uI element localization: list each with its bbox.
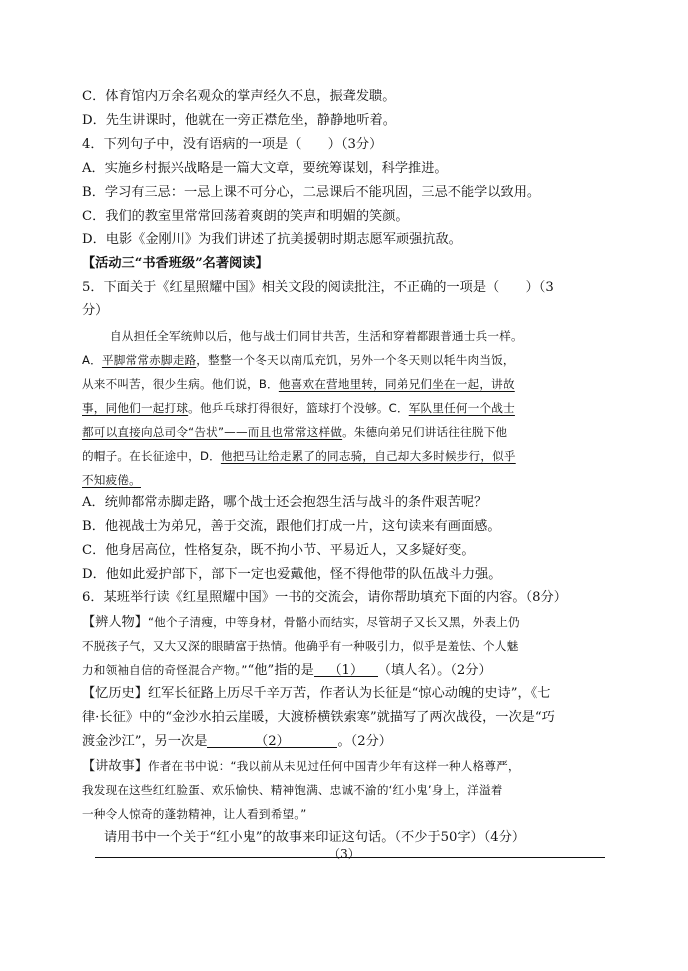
q6-block-1-line: 力和领袖自信的奇怪混合产物。”“他”指的是 （1） （填人名）。（2分） (82, 663, 492, 678)
annotation-c-underline: 都可以直接向总司令“告状”——而且也常常这样做 (82, 425, 343, 439)
q4-stem: 4．下列句子中，没有语病的一项是（ ）（3分） (82, 137, 383, 152)
q5-option-c: C．他身居高位，性格复杂，既不拘小节、平易近人，又多疑好变。 (82, 543, 475, 558)
q5-option-b: B．他视战士为弟兄，善于交流，跟他们打成一片，这句读来有画面感。 (82, 519, 501, 534)
q5-option-d: D．他如此爱护部下，部下一定也爱戴他，怪不得他带的队伍战斗力强。 (82, 567, 502, 582)
q6-block-2: 【忆历史】红军长征路上历尽千辛万苦，作者认为长征是“惊心动魄的史诗”，《七 (82, 686, 551, 701)
annotation-d-underline: 他把马让给走累了的同志骑，自己却大多时候步行，似乎 (220, 449, 516, 463)
q5-passage-line: 都可以直接向总司令“告状”——而且也常常这样做。朱德向弟兄们讲话往往脱下他 (82, 425, 508, 439)
q6-block-3: 【讲故事】作者在书中说：“我以前从未见过任何中国青少年有这样一种人格尊严， (82, 759, 520, 774)
q4-option-a: A．实施乡村振兴战略是一篇大文章，要统筹谋划，科学推进。 (82, 161, 448, 176)
answer-line[interactable] (95, 857, 605, 858)
activity3-title: 【活动三“书香班级”名著阅读】 (82, 256, 269, 271)
annotation-c-underline: 军队里任何一个战士 (408, 401, 515, 415)
q4-option-b: B．学习有三忌：一忌上课不可分心，二忌课后不能巩固，三忌不能学以致用。 (82, 185, 541, 200)
block-tag: 【讲故事】 (82, 759, 148, 774)
q5-passage-line: 从来不叫苦，很少生病。他们说，B．他喜欢在营地里转，同弟兄们坐在一起，讲故 (82, 377, 515, 391)
q6-block-1-line: 不脱孩子气，又大又深的眼睛富于热情。他确乎有一种吸引力，似乎是羞怯、个人魅 (82, 639, 519, 653)
q5-option-a: A．统帅都常赤脚走路，哪个战士还会抱怨生活与战斗的条件艰苦呢？ (82, 495, 488, 510)
q5-stem-cont: 分） (82, 303, 109, 318)
q4-option-d: D．电影《金刚川》为我们讲述了抗美援朝时期志愿军顽强抗敌。 (82, 232, 462, 247)
q6-block-2-line: 律·长征》中的“金沙水拍云崖暖，大渡桥横铁索寒”就描写了两次战役，一次是“巧 (82, 710, 555, 725)
annotation-b-underline: 事，同他们一起打球 (82, 401, 189, 415)
q5-passage-line: A．平脚常常赤脚走路，整整一个冬天以南瓜充饥，另外一个冬天则以牦牛肉当饭， (82, 353, 515, 367)
q5-passage-line: 事，同他们一起打球。他乒乓球打得很好，篮球打个没够。C．军队里任何一个战士 (82, 401, 515, 415)
q6-block-3-line: 一种令人惊奇的蓬勃精神，让人看到希望。” (82, 807, 307, 821)
annotation-b-underline: 他喜欢在营地里转，同弟兄们坐在一起，讲故 (278, 377, 515, 391)
q5-passage-line: 的帽子。在长征途中，D．他把马让给走累了的同志骑，自己却大多时候步行，似乎 (82, 449, 516, 463)
answer-blank-1[interactable]: （1） (314, 662, 378, 677)
annotation-a-underline: 平脚常常赤脚走路 (101, 353, 197, 367)
annotation-d-underline: 不知疲倦。 (82, 473, 141, 487)
q6-task: 请用书中一个关于“红小鬼”的故事来印证这句话。（不少于50字）（4分） (104, 830, 526, 845)
answer-blank-2[interactable]: （2） (207, 733, 337, 748)
block-tag: 【辨人物】 (82, 615, 148, 630)
q3-option-d: D．先生讲课时，他就在一旁正襟危坐，静静地听着。 (82, 113, 396, 128)
q6-block-3-line: 我发现在这些红红脸蛋、欢乐愉快、精神饱满、忠诚不渝的‘红小鬼’身上，洋溢着 (82, 783, 503, 797)
block-tag: 【忆历史】 (82, 686, 148, 701)
q5-passage-line (82, 471, 141, 489)
q6-block-1: 【辨人物】“他个子清瘦，中等身材，骨骼小而结实，尽管胡子又长又黑，外表上仍 (82, 615, 520, 630)
q6-block-2-line: 渡金沙江”，另一次是 （2） 。（2分） (82, 734, 392, 749)
q6-stem: 6．某班举行读《红星照耀中国》一书的交流会，请你帮助填充下面的内容。（8分） (82, 590, 567, 605)
page-number: （3） (328, 847, 360, 861)
q3-option-c: C．体育馆内万余名观众的掌声经久不息，振聋发聩。 (82, 89, 396, 104)
q5-stem: 5．下面关于《红星照耀中国》相关文段的阅读批注，不正确的一项是（ ）（3 (82, 280, 554, 295)
q4-option-c: C．我们的教室里常常回荡着爽朗的笑声和明媚的笑颜。 (82, 209, 409, 224)
q5-passage-line: 自从担任全军统帅以后，他与战士们同甘共苦，生活和穿着都跟普通士兵一样。 (110, 329, 523, 343)
